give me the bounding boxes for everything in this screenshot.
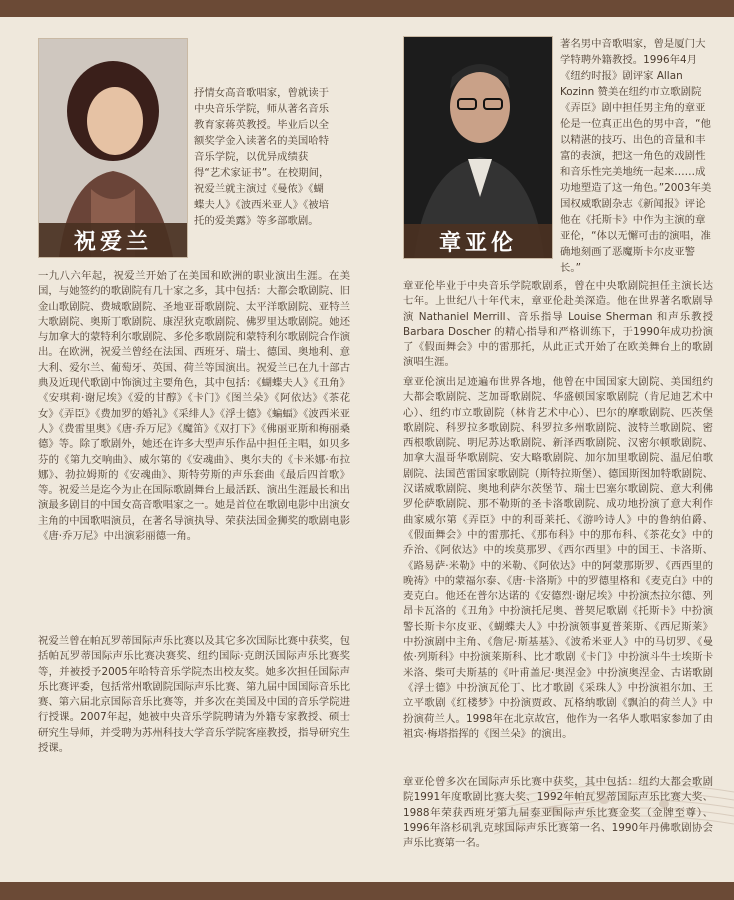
career-paragraph-left: 一九八六年起，祝爱兰开始了在美国和欧洲的职业演出生涯。在美国，与她签约的歌剧院有几十家之多，其中包括：大都会歌剧院、旧金山歌剧院、费城歌剧院、圣地亚哥歌剧院、太平洋歌剧院、亚特兰大歌剧院、奥斯丁歌剧院、康涅狄克歌剧院、佛罗里达歌剧院。她还与加拿大的蒙特利尔歌剧院、多伦多歌剧院和蒙特利尔歌剧院合作演出。在欧洲，祝爱兰曾经在法国、西班牙、瑞士、德国、奥地利、意大利、爱尔兰、葡萄牙、英国、荷兰等国演出。祝爱兰已在九十部古典及近现代歌剧中饰演过主要角色，其中包括：《蝴蝶夫人》《丑角》《安琪莉·谢尼埃》《爱的甘醇》《卡门》《图兰朵》《阿依达》《茶花女》《弄臣》《费加罗的婚礼》《采绯人》《浮士德》《蝙蝠》《波西米亚人》《费雷里奥》《唐·乔万尼》《魔笛》《双打下》《佛丽亚斯和梅丽桑德》等。除了歌剧外，她还在许多大型声乐作品中担任主唱，如贝多芬的《第九交响曲》、威尔第的《安魂曲》、奥尔夫的《卡米娜·布拉娜》、勃拉姆斯的《安魂曲》、斯特劳斯的声乐套曲《最后四首歌》等。祝爱兰是迄今为止在国际歌剧舞台上最活跃、演出生涯最长和出演最多剧目的中国女高音歌唱家之一。她是首位在歌剧电影中出演女主角的中国歌唱演员，在著名导演执导、荣获法国金狮奖的歌剧电影《唐·乔万尼》中出演彩丽德一角。 <box>38 270 350 543</box>
bottom-border <box>0 882 734 900</box>
intro-text-right: 著名男中音歌唱家，曾是厦门大学特聘外籍教授。1996年4月《纽约时报》剧评家 Allan Kozinn 赞美在纽约市立歌剧院《弄臣》剧中担任男主角的章亚伦是一位真正出色的男中音，“他以精湛的技巧、出色的音量和丰富的表演，把这一角色的戏剧性和音乐性完美地统一起来……成功地塑造了这一角色。”2003年美国权威歌剧杂志《新闻报》评论他在《托斯卡》中作为主演的章亚伦，“体以无懈可击的演唱，准确地刻画了恶魔斯卡尔皮亚警长。” <box>560 38 712 274</box>
portrait-left <box>38 38 188 258</box>
top-border <box>0 0 734 17</box>
name-label-right: 章亚伦 <box>404 224 552 258</box>
awards-paragraph-left: 祝爱兰曾在帕瓦罗蒂国际声乐比赛以及其它多次国际比赛中获奖，包括帕瓦罗蒂国际声乐比赛决赛奖、纽约国际·克朗沃国际声乐比赛奖等，并被授予2005年哈特音乐学院杰出校友奖。她多次担任国际声乐比赛评委，包括常州歌剧院国际声乐比赛、第九届中国国际音乐比赛、第六届北京国际音乐比赛等，并多次在美国及中国的音乐学院进行授课。2007年起，她被中央音乐学院聘请为外籍专家教授、硕士研究生导师，并受聘为苏州科技大学音乐学院客座教授，指导研究生授课。 <box>38 635 350 755</box>
name-label-left: 祝爱兰 <box>39 223 187 257</box>
intro-text-left: 抒情女高音歌唱家，曾就读于中央音乐学院，师从著名音乐教育家蒋英教授。毕业后以全额奖学金入读著名的美国哈特音乐学院，以优异成绩获得“艺术家证书”。在校期间，祝爱兰就主演过《曼侬》《蝴蝶夫人》《波西米亚人》《被培托的爱美露》等多部歌剧。 <box>194 87 330 227</box>
education-paragraph-right: 章亚伦毕业于中央音乐学院歌剧系，曾在中央歌剧院担任主演长达七年。上世纪八十年代末，章亚伦赴美深造。他在世界著名歌剧导演 Nathaniel Merrill、音乐指导 Louise Sherman 和声乐教授 Barbara Doscher 的精心指导和严格训练下，于1990年成功扮演了《假面舞会》中的雷那托，从此正式开始了在欧美舞台上的歌剧演唱生涯。 <box>403 280 717 369</box>
portrait-right <box>403 36 553 259</box>
career-paragraph-right: 章亚伦演出足迹遍布世界各地，他曾在中国国家大剧院、美国纽约大都会歌剧院、芝加哥歌剧院、华盛顿国家歌剧院（肯尼迪艺术中心）、纽约市立歌剧院（林肯艺术中心）、巴尔的摩歌剧院、匹茨堡歌剧院、科罗拉多歌剧院、科罗拉多州歌剧院、波特兰歌剧院、密西根歌剧院、明尼苏达歌剧院、新泽西歌剧院、汉密尔顿歌剧院、加拿大温哥华歌剧院、安大略歌剧院、加尔加里歌剧院、温尼伯歌剧院、法国芭雷国家歌剧院（斯特拉斯堡）、德国斯图加特歌剧院、汉诺威歌剧院、奥地利萨尔茨堡节、瑞士巴塞尔歌剧院、意大利佛罗伦萨歌剧院、那不勒斯的圣卡洛歌剧院、成功地扮演了意大利作曲家威尔第《弄臣》中的利哥莱托、《游吟诗人》中的鲁纳伯爵、《假面舞会》中的雷那托、《那布科》中的那布科、《茶花女》中的乔治、《阿依达》中的埃莫那罗、《西尔西里》中的国王、卡洛斯、《路易萨·米勒》中的米勒、《阿依达》中的阿蒙那斯罗、《西西里的晚祷》中的蒙福尔泰、《唐·卡洛斯》中的罗德里格和《麦克白》中的麦克白。他还在普尔达诺的《安德烈·谢尼埃》中扮演杰拉尔德、列昂卡瓦洛的《丑角》中扮演托尼奥、普契尼歌剧《托斯卡》中扮演警长斯卡尔皮亚、《蝴蝶夫人》中扮演领事夏普莱斯、《西尼斯莱》中扮演剧中主角、《詹尼·斯基基》、《波希米亚人》中的马切罗、《曼侬·列斯科》中扮演莱斯科、比才歌剧《卡门》中扮演斗牛士埃斯卡米洛、柴可夫斯基的《叶甫盖尼·奥涅金》中扮演奥涅金、古诺歌剧《浮士德》中扮演瓦伦丁、比才歌剧《采珠人》中扮演祖尔加、王立平歌剧《红楼梦》中扮演贾政、瓦格纳歌剧《飘泊的荷兰人》中扮演荷兰人。1998年在北京故宫，他作为一名华人歌唱家参加了由祖宾·梅塔指挥的《图兰朵》的演出。 <box>403 376 713 740</box>
right-column <box>367 17 734 882</box>
left-column <box>0 17 367 882</box>
music-staff-decoration <box>494 682 734 882</box>
awards-paragraph-right: 章亚伦曾多次在国际声乐比赛中获奖，其中包括：纽约大都会歌剧院1991年度歌剧比赛大奖、1992年帕瓦罗蒂国际声乐比赛大奖、1988年荣获西班牙第九届泰亚国际声乐比赛金奖（金牌至尊）、1996年洛杉矶乳克球国际声乐比赛第一名、1990年丹佛歌剧协会声乐比赛第一名。 <box>403 776 713 850</box>
